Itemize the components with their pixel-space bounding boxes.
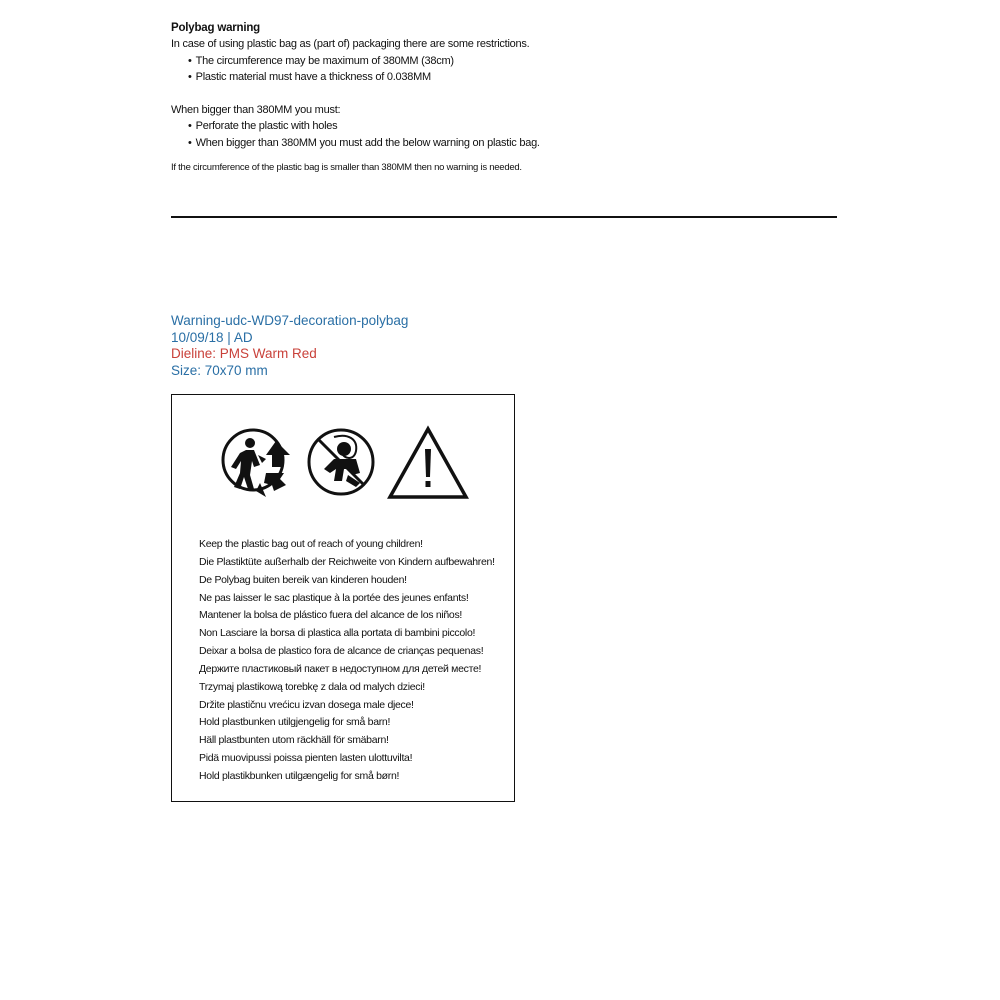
warning-line: Deixar a bolsa de plastico fora de alcance de crianças pequenas! [199,645,484,658]
warning-line: Pidä muovipussi poissa pienten lasten ulottuvilta! [199,752,413,765]
warning-line: Mantener la bolsa de plástico fuera del alcance de los niños! [199,609,463,622]
note-text: If the circumference of the plastic bag is smaller than 380MM then no warning is needed. [171,162,522,173]
restriction-list [171,53,851,86]
warning-text-block [199,536,509,786]
recycle-bin-person-icon [220,425,300,505]
warning-line: Hold plastbunken utilgjengelig for små barn! [199,716,391,729]
artwork-dieline: Dieline: PMS Warm Red [171,346,317,361]
artwork-meta [171,313,408,379]
polybag-instructions [171,20,851,175]
warning-line: Non Lasciare la borsa di plastica alla portata di bambini piccolo! [199,627,476,640]
warning-line: Держите пластиковый пакет в недоступном для детей месте! [199,662,482,675]
warning-line: Häll plastbunten utom räckhäll för smäbarn! [199,734,389,747]
warning-line: Držite plastičnu vrećicu izvan dosega male djece! [199,698,414,711]
warning-line: De Polybag buiten bereik van kinderen houden! [199,573,407,586]
intro-paragraph: In case of using plastic bag as (part of) packaging there are some restrictions. [171,38,530,50]
section-heading: Polybag warning [171,22,261,34]
artwork-size: Size: 70x70 mm [171,362,268,378]
warning-triangle-icon [386,425,470,505]
section-divider [171,216,837,218]
artwork-date: 10/09/18 | AD [171,329,253,345]
no-child-suffocation-icon [304,425,384,505]
list-item: • The circumference may be maximum of 380MM (38cm) [188,53,851,70]
warning-line: Die Plastiktüte außerhalb der Reichweite von Kindern aufbewahren! [199,555,495,568]
list-item: • Perforate the plastic with holes [188,118,851,135]
bigger-list [171,118,851,151]
warning-label [171,394,515,802]
warning-line: Ne pas laisser le sac plastique à la portée des jeunes enfants! [199,591,469,604]
list-item: • Plastic material must have a thickness of 0.038MM [188,69,851,86]
artwork-filename: Warning-udc-WD97-decoration-polybag [171,313,409,328]
warning-line: Keep the plastic bag out of reach of young children! [199,538,423,550]
list-item: • When bigger than 380MM you must add the below warning on plastic bag. [188,135,851,152]
bigger-paragraph: When bigger than 380MM you must: [171,103,341,116]
warning-line: Trzymaj plastikową torebkę z dala od malych dzieci! [199,680,425,693]
warning-icons [220,425,470,505]
warning-line: Hold plastikbunken utilgængelig for små børn! [199,769,400,782]
